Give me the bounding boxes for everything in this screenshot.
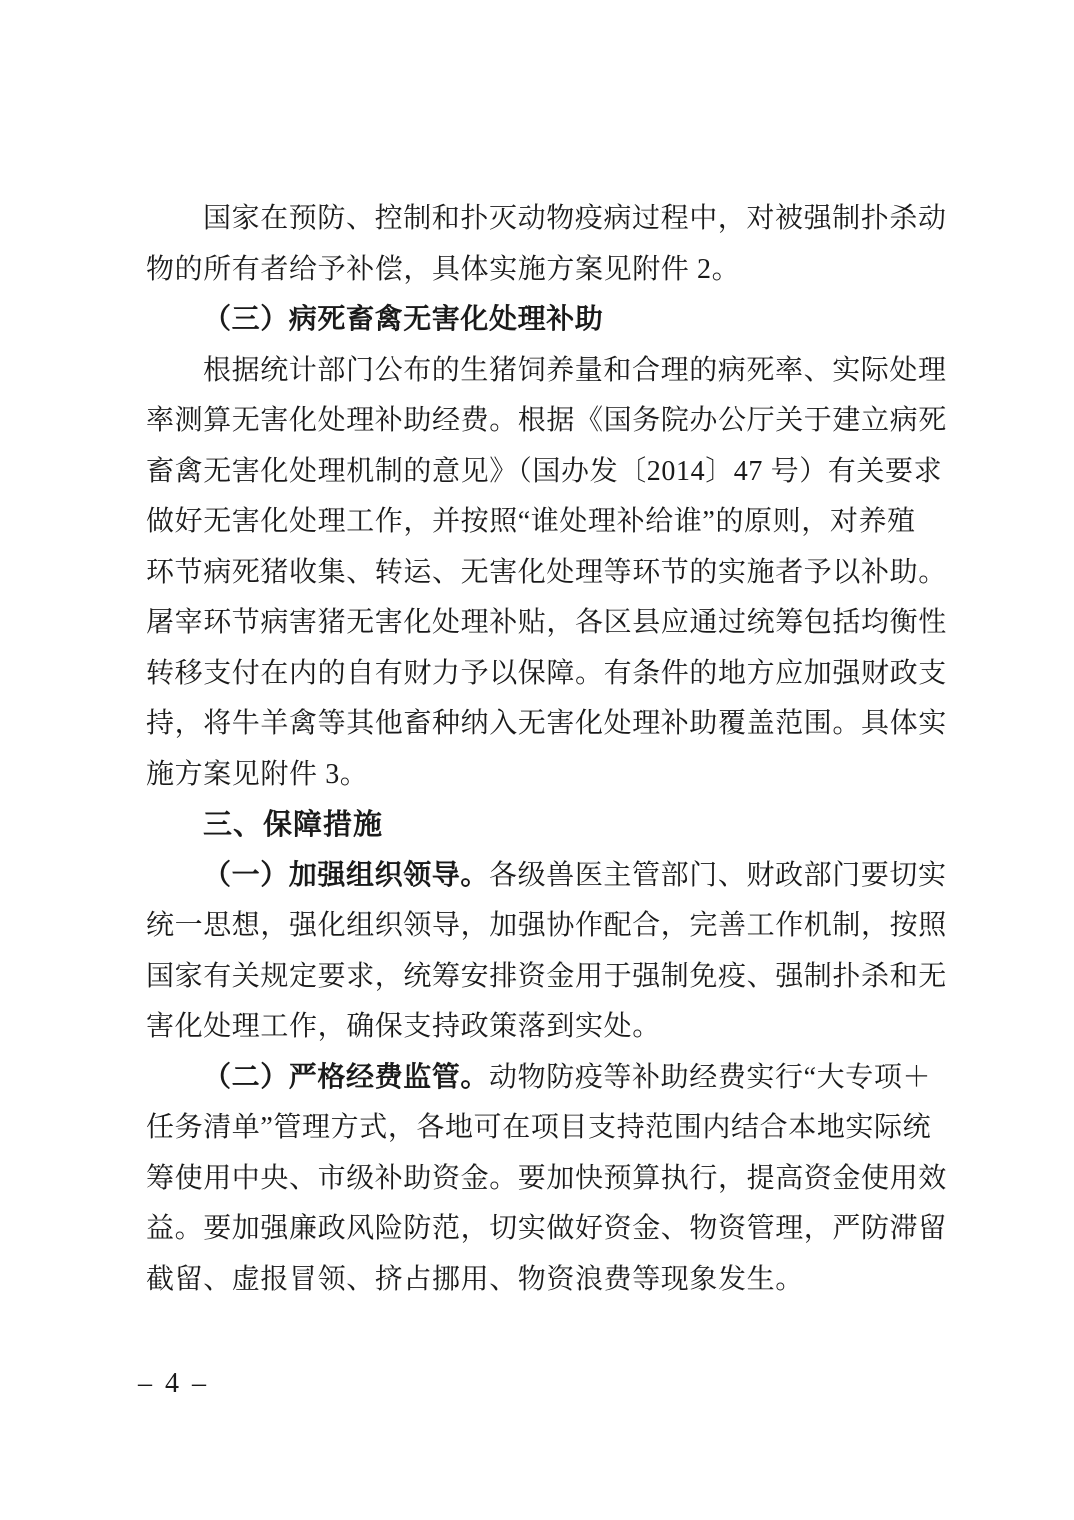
paragraph-line [146,598,958,649]
bold-run: （二）严格经费监管。 [203,1061,490,1093]
text-run: 持，将牛羊禽等其他畜种纳入无害化处理补助覆盖范围。具体实 [146,708,947,739]
document-body [146,194,958,1305]
text-run: 转移支付在内的自有财力予以保障。有条件的地方应加强财政支 [146,657,947,689]
text-run: 动物防疫等补助经费实行“大专项＋ [489,1061,932,1093]
text-run: 物的所有者给予补偿，具体实施方案见附件 2。 [146,253,741,285]
paragraph-line [146,851,958,902]
text-run: 统一思想，强化组织领导，加强协作配合，完善工作机制，按照 [146,910,947,941]
paragraph-line [146,699,958,750]
text-run: 任务清单”管理方式，各地可在项目支持范围内结合本地实际统 [146,1112,932,1143]
paragraph-line [146,548,958,599]
paragraph-line [146,649,958,700]
heading-text: 三、保障措施 [203,809,384,841]
page-number: – 4 – [138,1368,209,1399]
paragraph-line [146,245,958,296]
paragraph-line [146,1002,958,1053]
text-run: 国家有关规定要求，统筹安排资金用于强制免疫、强制扑杀和无 [146,960,947,992]
paragraph-line [146,194,958,245]
text-run: 施方案见附件 3。 [146,758,369,790]
bold-run: （一）加强组织领导。 [203,859,490,891]
text-run: 畜禽无害化处理机制的意见》（国办发〔2014〕47 号）有关要求 [146,455,943,487]
text-run: 屠宰环节病害猪无害化处理补贴，各区县应通过统筹包括均衡性 [146,607,947,638]
text-run: 各级兽医主管部门、财政部门要切实 [489,859,947,891]
heading-text: （三）病死畜禽无害化处理补助 [203,304,604,335]
text-run: 做好无害化处理工作，并按照“谁处理补给谁”的原则，对养殖 [146,506,916,537]
text-run: 筹使用中央、市级补助资金。要加快预算执行，提高资金使用效 [146,1162,947,1194]
paragraph-line [146,497,958,548]
text-run: 害化处理工作，确保支持政策落到实处。 [146,1011,661,1042]
paragraph-line [146,1103,958,1154]
paragraph-line [146,1154,958,1205]
paragraph-line [146,346,958,397]
paragraph-line [146,1204,958,1255]
paragraph-line [146,952,958,1003]
text-run: 截留、虚报冒领、挤占挪用、物资浪费等现象发生。 [146,1263,804,1295]
paragraph-line [146,396,958,447]
section-heading-3 [146,295,958,346]
text-run: 国家在预防、控制和扑灭动物疫病过程中，对被强制扑杀动 [203,203,947,234]
paragraph-line [146,1053,958,1104]
paragraph-line [146,1255,958,1306]
text-run: 率测算无害化处理补助经费。根据《国务院办公厅关于建立病死 [146,405,947,436]
section-heading-safeguards [146,800,958,851]
paragraph-line [146,447,958,498]
paragraph-line [146,901,958,952]
text-run: 益。要加强廉政风险防范，切实做好资金、物资管理，严防滞留 [146,1213,947,1244]
paragraph-line [146,750,958,801]
text-run: 根据统计部门公布的生猪饲养量和合理的病死率、实际处理 [203,354,947,386]
text-run: 环节病死猪收集、转运、无害化处理等环节的实施者予以补助。 [146,556,947,588]
